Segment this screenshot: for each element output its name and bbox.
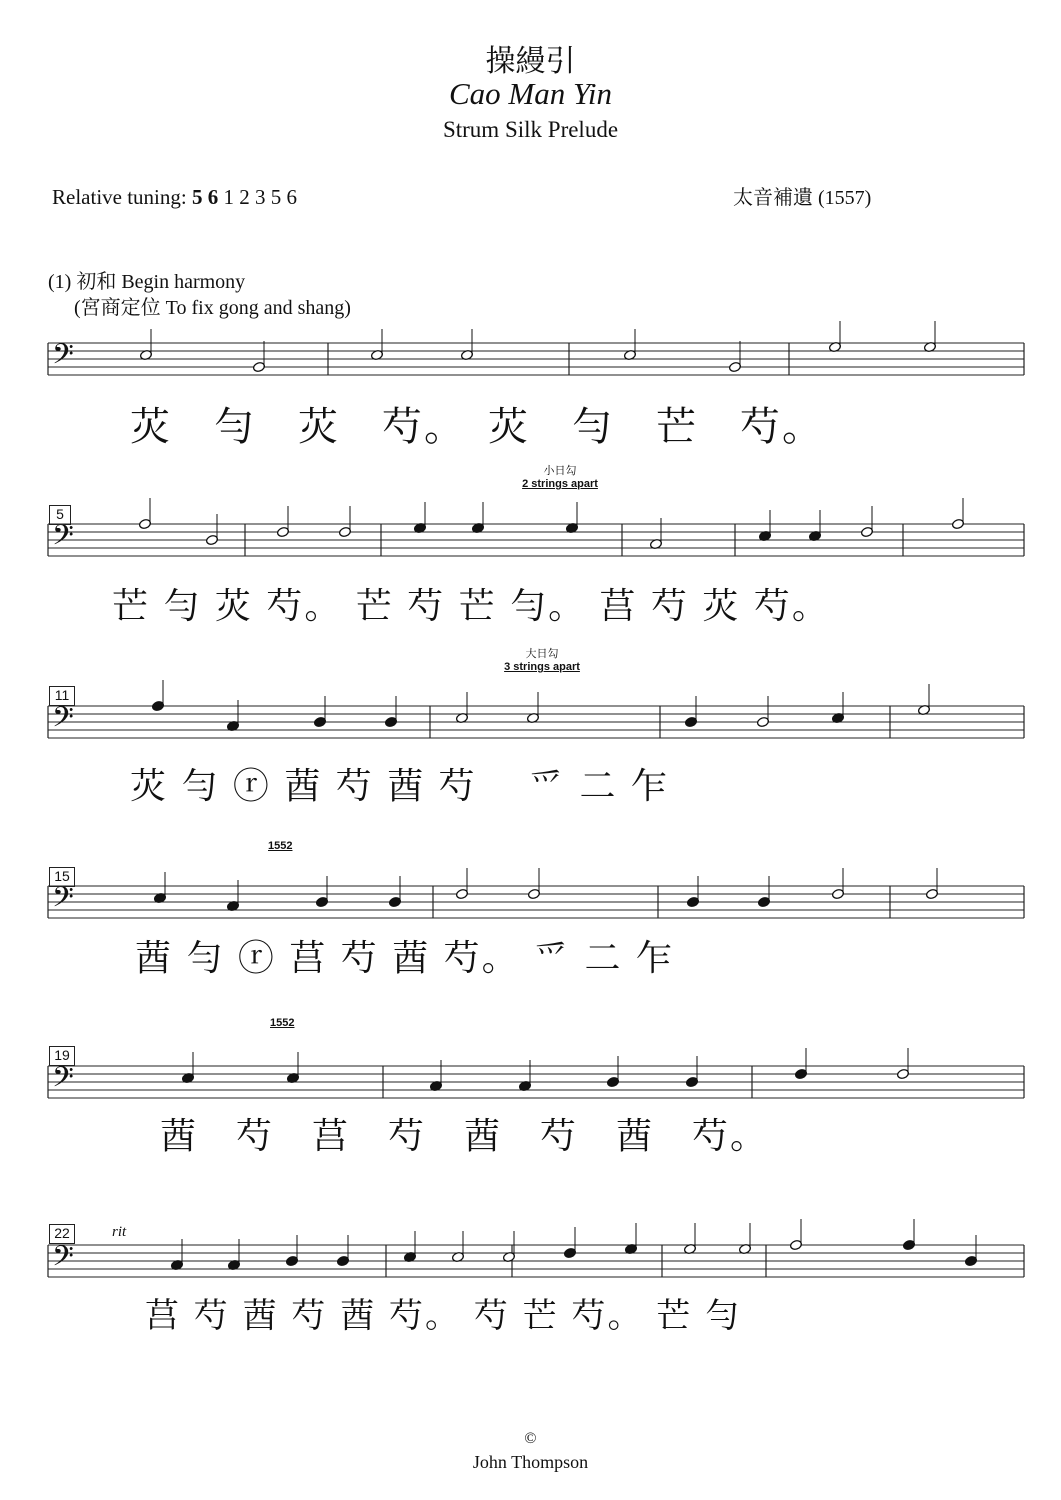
source-reference: 太音補遺 (1557) bbox=[733, 187, 872, 209]
annotation-small-gou-en: 2 strings apart bbox=[522, 478, 598, 490]
bass-clef: 𝄢 bbox=[52, 1061, 74, 1101]
title-english: Strum Silk Prelude bbox=[442, 117, 619, 142]
reference-1552: 1552 bbox=[268, 840, 293, 852]
tuning-rest: 1 2 3 5 6 bbox=[223, 185, 297, 209]
tablature-row: 苂 勻 苂 芍。 苂 勻 芒 芍。 bbox=[130, 404, 824, 450]
measure-number: 15 bbox=[49, 867, 75, 887]
annotation-big-gou-en: 3 strings apart bbox=[504, 661, 580, 673]
section-line1: (1) 初和 Begin harmony bbox=[48, 271, 246, 293]
tuning-bold: 5 6 bbox=[191, 185, 219, 209]
bass-clef: 𝄢 bbox=[52, 338, 74, 378]
bass-clef: 𝄢 bbox=[52, 1240, 74, 1280]
author-name: John Thompson bbox=[472, 1452, 589, 1472]
measure-number: 22 bbox=[49, 1224, 75, 1244]
tablature-row: 莤 勻 ⓡ 莒 芍 莤 芍。 爫 二 乍 bbox=[135, 938, 674, 979]
annotation-small-gou bbox=[500, 462, 620, 490]
bass-clef: 𝄢 bbox=[52, 881, 74, 921]
annotation-big-gou bbox=[482, 645, 602, 673]
title-pinyin: Cao Man Yin bbox=[448, 76, 613, 111]
tuning-label: Relative tuning: bbox=[52, 185, 187, 209]
reference-1552: 1552 bbox=[270, 1017, 295, 1029]
measure-number: 5 bbox=[49, 505, 71, 525]
measure-number: 19 bbox=[49, 1046, 75, 1066]
annotation-small-gou-cn: 小日勾 bbox=[543, 465, 577, 477]
copyright-symbol: © bbox=[524, 1430, 537, 1447]
measure-number: 11 bbox=[49, 686, 75, 706]
tempo-rit: rit bbox=[112, 1224, 127, 1240]
bass-clef: 𝄢 bbox=[52, 701, 74, 741]
tablature-row: 苂 勻 ⓡ 莤 芍 莤 芍 爫 二 乍 bbox=[130, 766, 669, 807]
annotation-big-gou-cn: 大日勾 bbox=[525, 648, 559, 660]
tablature-row: 芒 勻 苂 芍。 芒 芍 芒 勻。 莒 芍 苂 芍。 bbox=[112, 586, 830, 627]
title-chinese: 操縵引 bbox=[485, 44, 576, 79]
tablature-row: 莒 芍 莤 芍 莤 芍。 芍 芒 芍。 芒 勻 bbox=[145, 1296, 742, 1336]
bass-clef: 𝄢 bbox=[52, 519, 74, 559]
tablature-row: 莤 芍 莒 芍 莤 芍 莤 芍。 bbox=[160, 1116, 769, 1157]
section-line2: (宮商定位 To fix gong and shang) bbox=[74, 297, 351, 319]
